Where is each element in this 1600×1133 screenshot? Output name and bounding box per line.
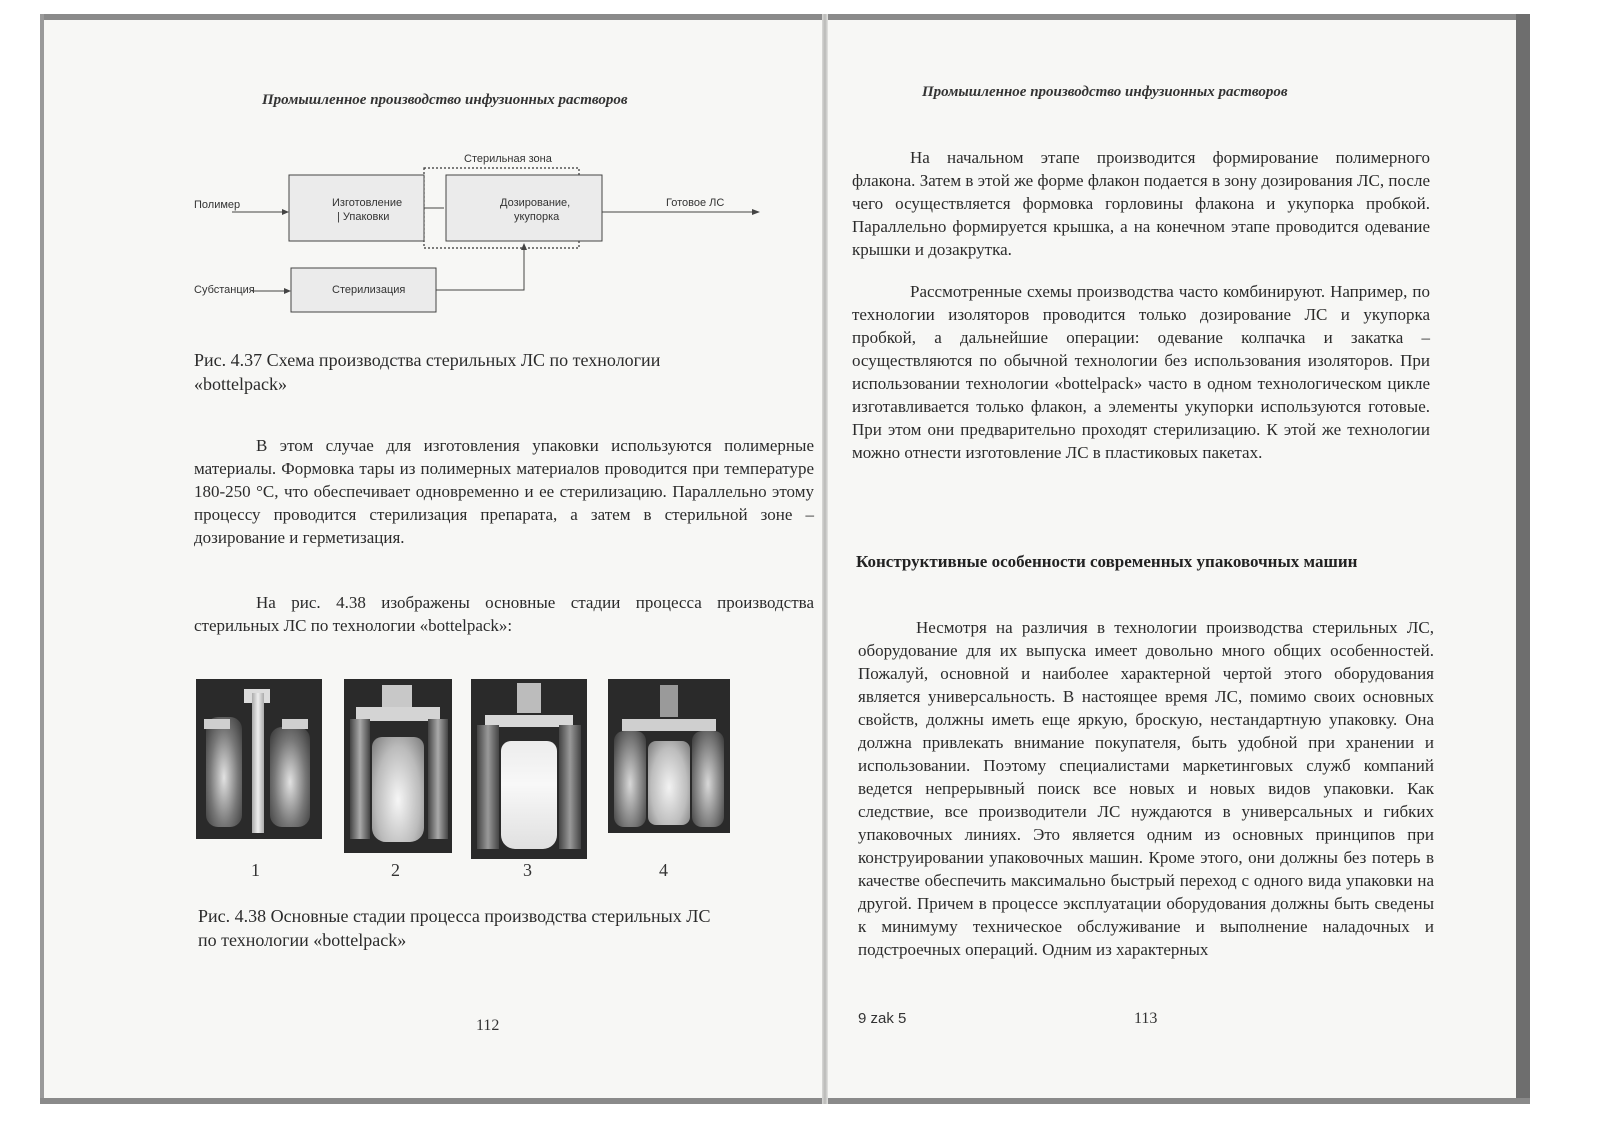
substance-label: Субстанция xyxy=(194,284,255,296)
fig-437-caption-line2: «bottelpack» xyxy=(194,374,287,394)
sterilization-arrowhead xyxy=(521,243,527,250)
right-page-number: 113 xyxy=(1134,1010,1158,1027)
manufacture-label-2: | Упаковки xyxy=(337,211,390,223)
dosing-label-1: Дозирование, xyxy=(500,197,571,209)
sterile-zone-label: Стерильная зона xyxy=(464,153,552,165)
fig-438-caption-line2: по технологии «bottelpack» xyxy=(198,930,407,950)
signature-mark: 9 zak 5 xyxy=(858,1010,907,1027)
manufacture-label-1: Изготовление xyxy=(332,197,403,209)
left-paragraph-2: На рис. 4.38 изображены основные стадии процесса производства стерильных ЛС по технологии «bottelpack»: xyxy=(194,593,814,635)
right-running-head: Промышленное производство инфузионных растворов xyxy=(922,84,1288,100)
right-paragraph-3: Несмотря на различия в технологии производства стерильных ЛС, оборудование для их выпуска имеет довольно много общих особенностей. Пожалуй, основной и наиболее характерной чертой этого оборудования является универсальность. В настоящее время ЛС, помимо своих основных свойств, должны иметь еще яркую, броскую, нестандартную упаковку. Она должна привлекать внимание покупателя, быть удобной при хранении и использовании. Поэтому специалистами маркетинговых служб компаний ведется непрерывный поиск все новых и новых видов упаковки. Как следствие, все производители ЛС нуждаются в универсальных и гибких упаковочных линиях. Это является одним из основных принципов при конструировании упаковочных машин. Кроме этого, они должны без потерь в качестве обеспечить максимально быстрый переход с одного вида упаковки на другой. Причем в процессе эксплуатации оборудования должны быть сведены к минимуму техническое обслуживание и выполнение наладочных и подстроечных операций. Одним из характерных xyxy=(858,618,1434,959)
sterilization-label: Стерилизация xyxy=(332,284,406,296)
photo-number-4: 4 xyxy=(659,860,668,880)
stage-photo-3 xyxy=(471,679,587,859)
scan-edge-right xyxy=(1516,14,1530,1104)
right-paragraph-1: На начальном этапе производится формирование полимерного флакона. Затем в этой же форме флакон подается в зону дозирования ЛС, после чего осуществляется формовка горловины флакона и укупорка пробкой. Параллельно формируется крышка, а на конечном этапе проводится одевание крышки и дозакрутка. xyxy=(852,148,1430,259)
polymer-arrowhead xyxy=(282,209,289,215)
bottelpack-process-diagram xyxy=(194,150,814,350)
right-paragraph-2: Рассмотренные схемы производства часто комбинируют. Например, по технологии изоляторов проводится только дозирование ЛС и укупорка пробкой, а дальнейшие операции: одевание колпачка и закатка – осуществляются по обычной технологии без использования изоляторов. При использовании технологии «bottelpack» часто в одном технологическом цикле изготавливается только флакон, а элементы укупорки используются готовые. При этом они предварительно проходят стерилизацию. К этой же технологии можно отнести изготовление ЛС в пластиковых пакетах. xyxy=(852,282,1430,462)
fig-438-caption-line1: Рис. 4.38 Основные стадии процесса производства стерильных ЛС xyxy=(198,906,711,926)
stage-photo-2 xyxy=(344,679,452,853)
sterilization-to-dosing-line xyxy=(436,248,524,290)
left-page xyxy=(44,20,822,1100)
photo-number-3: 3 xyxy=(523,860,532,880)
output-label: Готовое ЛС xyxy=(666,197,725,209)
stage-photo-4 xyxy=(608,679,730,833)
substance-arrowhead xyxy=(284,288,291,294)
stage-photo-1 xyxy=(196,679,322,839)
right-page xyxy=(828,20,1516,1100)
photo-number-2: 2 xyxy=(391,860,400,880)
section-heading: Конструктивные особенности современных упаковочных машин xyxy=(856,552,1358,571)
dosing-label-2: укупорка xyxy=(514,211,560,223)
output-arrowhead xyxy=(752,209,760,215)
photo-number-1: 1 xyxy=(251,860,260,880)
left-running-head: Промышленное производство инфузионных растворов xyxy=(262,92,628,108)
left-page-number: 112 xyxy=(476,1017,500,1034)
left-paragraph-1: В этом случае для изготовления упаковки используются полимерные материалы. Формовка тары из полимерных материалов проводится при температуре 180-250 °С, что обеспечивает одновременно и ее стерилизацию. Параллельно этому процессу проводится стерилизация препарата, а затем в стерильной зоне – дозирование и герметизация. xyxy=(194,436,814,547)
fig-437-caption-line1: Рис. 4.37 Схема производства стерильных ЛС по технологии xyxy=(194,350,661,370)
polymer-label: Полимер xyxy=(194,199,241,211)
